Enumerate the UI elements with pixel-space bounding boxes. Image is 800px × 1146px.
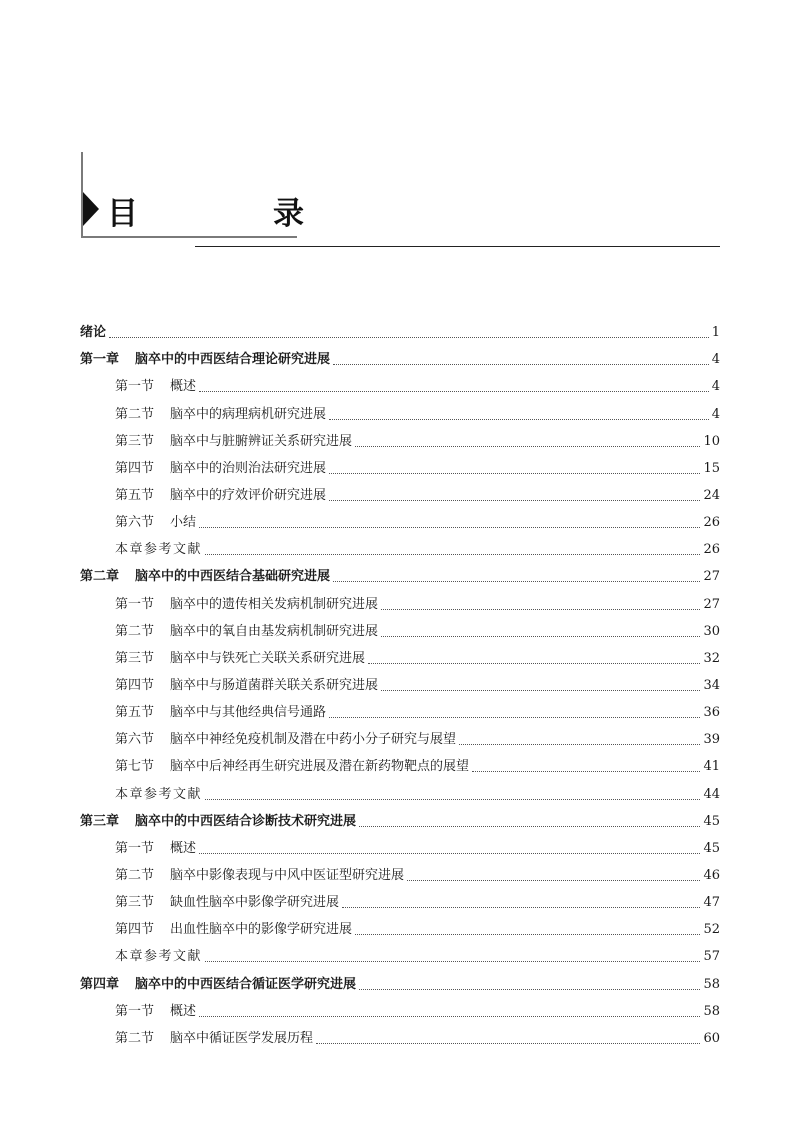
toc-entry-label: 脑卒中的疗效评价研究进展 [170, 487, 327, 503]
toc-entry-number: 第三节 [115, 433, 155, 449]
dot-leader [205, 798, 700, 800]
toc-entry-page-number: 10 [703, 433, 720, 449]
dot-leader [205, 553, 700, 555]
dot-leader [381, 689, 700, 691]
toc-entry-page-number: 34 [703, 677, 720, 693]
toc-entry-number: 第七节 [115, 759, 155, 775]
toc-entry-section[interactable] [80, 613, 720, 640]
dot-leader [333, 580, 700, 582]
dot-leader [472, 770, 700, 772]
toc-entry-number: 第六节 [115, 515, 155, 531]
toc-entry-label: 缺血性脑卒中影像学研究进展 [170, 895, 340, 911]
toc-entry-page-number: 45 [703, 813, 720, 829]
toc-entry-section[interactable] [80, 884, 720, 911]
toc-entry-number: 第一章 [80, 352, 120, 368]
toc-entry-label: 脑卒中与脏腑辨证关系研究进展 [170, 433, 353, 449]
toc-entry-page-number: 1 [711, 325, 720, 341]
toc-entry-page-number: 39 [703, 732, 720, 748]
toc-entry-number: 第五节 [115, 487, 155, 503]
dot-leader [459, 743, 700, 745]
toc-entry-number: 第一节 [115, 379, 155, 395]
toc-entry-label: 脑卒中神经免疫机制及潜在中药小分子研究与展望 [170, 732, 457, 748]
dot-leader [381, 635, 700, 637]
toc-entry-section[interactable] [80, 640, 720, 667]
toc-entry-refs[interactable] [80, 531, 720, 558]
toc-entry-chapter[interactable] [80, 314, 720, 341]
dot-leader [355, 933, 700, 935]
toc-entry-number: 第二节 [115, 623, 155, 639]
toc-entry-page-number: 36 [703, 705, 720, 721]
toc-entry-number: 第四节 [115, 460, 155, 476]
dot-leader [355, 445, 700, 447]
toc-entry-page-number: 45 [703, 840, 720, 856]
toc-entry-refs[interactable] [80, 938, 720, 965]
toc-entry-section[interactable] [80, 368, 720, 395]
toc-entry-label: 脑卒中循证医学发展历程 [170, 1030, 314, 1046]
toc-entry-page-number: 4 [711, 379, 720, 395]
toc-entry-refs[interactable] [80, 775, 720, 802]
toc-entry-page-number: 24 [703, 487, 720, 503]
dot-leader [333, 363, 709, 365]
dot-leader [329, 499, 700, 501]
toc-entry-section[interactable] [80, 993, 720, 1020]
header-long-rule [195, 246, 720, 247]
toc-entry-section[interactable] [80, 911, 720, 938]
dot-leader [109, 336, 709, 338]
toc-entry-section[interactable] [80, 477, 720, 504]
toc-entry-number: 第一节 [115, 840, 155, 856]
dot-leader [381, 608, 700, 610]
toc-entry-number: 第二章 [80, 569, 120, 585]
toc-entry-section[interactable] [80, 748, 720, 775]
toc-entry-page-number: 60 [703, 1030, 720, 1046]
toc-entry-label: 脑卒中的治则治法研究进展 [170, 460, 327, 476]
toc-entry-section[interactable] [80, 694, 720, 721]
page-title: 目 录 [107, 196, 356, 232]
toc-entry-number: 第二节 [115, 1030, 155, 1046]
dot-leader [199, 526, 700, 528]
toc-entry-section[interactable] [80, 721, 720, 748]
toc-entry-number: 第四节 [115, 922, 155, 938]
toc-entry-number: 第二节 [115, 406, 155, 422]
toc-entry-page-number: 52 [703, 922, 720, 938]
toc-entry-label: 脑卒中的遗传相关发病机制研究进展 [170, 596, 379, 612]
toc-entry-chapter[interactable] [80, 965, 720, 992]
toc-entry-section[interactable] [80, 585, 720, 612]
toc-entry-number: 第五节 [115, 705, 155, 721]
toc-entry-page-number: 27 [703, 596, 720, 612]
dot-leader [329, 716, 700, 718]
toc-entry-section[interactable] [80, 450, 720, 477]
toc-entry-label: 概述 [170, 379, 197, 395]
toc-entry-label: 概述 [170, 840, 197, 856]
toc-entry-label: 脑卒中的中西医结合循证医学研究进展 [135, 976, 357, 992]
toc-entry-page-number: 4 [711, 352, 720, 368]
toc-entry-section[interactable] [80, 423, 720, 450]
toc-entry-chapter[interactable] [80, 803, 720, 830]
toc-entry-label: 绪论 [80, 325, 107, 341]
toc-entry-chapter[interactable] [80, 558, 720, 585]
toc-entry-label: 脑卒中的中西医结合理论研究进展 [135, 352, 331, 368]
toc-entry-label: 本章参考文献 [115, 949, 203, 965]
toc-entry-number: 第一节 [115, 1003, 155, 1019]
toc-entry-section[interactable] [80, 504, 720, 531]
toc-entry-label: 出血性脑卒中的影像学研究进展 [170, 922, 353, 938]
dot-leader [205, 960, 700, 962]
dot-leader [368, 662, 700, 664]
toc-entry-chapter[interactable] [80, 341, 720, 368]
toc-entry-page-number: 26 [703, 515, 720, 531]
toc-entry-number: 第三节 [115, 895, 155, 911]
toc-entry-number: 第四章 [80, 976, 120, 992]
toc-entry-page-number: 30 [703, 623, 720, 639]
toc-entry-section[interactable] [80, 1020, 720, 1047]
toc-entry-page-number: 26 [703, 542, 720, 558]
toc-entry-page-number: 58 [703, 976, 720, 992]
toc-entry-label: 脑卒中的中西医结合诊断技术研究进展 [135, 813, 357, 829]
dot-leader [329, 472, 700, 474]
toc-entry-label: 脑卒中与肠道菌群关联关系研究进展 [170, 677, 379, 693]
toc-entry-label: 脑卒中后神经再生研究进展及潜在新药物靶点的展望 [170, 759, 470, 775]
toc-entry-page-number: 41 [703, 759, 720, 775]
toc-entry-page-number: 32 [703, 650, 720, 666]
toc-entry-label: 脑卒中的氧自由基发病机制研究进展 [170, 623, 379, 639]
toc-entry-label: 本章参考文献 [115, 542, 203, 558]
toc-entry-section[interactable] [80, 830, 720, 857]
dot-leader [199, 390, 709, 392]
toc-entry-page-number: 46 [703, 867, 720, 883]
toc-header [0, 0, 800, 260]
header-short-rule [81, 236, 297, 238]
toc-entry-section[interactable] [80, 857, 720, 884]
toc-entry-section[interactable] [80, 667, 720, 694]
toc-entry-page-number: 57 [703, 949, 720, 965]
table-of-contents [80, 314, 720, 1047]
dot-leader [359, 825, 700, 827]
toc-entry-label: 脑卒中影像表现与中风中医证型研究进展 [170, 867, 405, 883]
dot-leader [329, 418, 709, 420]
dot-leader [407, 879, 700, 881]
toc-entry-label: 脑卒中与铁死亡关联关系研究进展 [170, 650, 366, 666]
toc-entry-page-number: 58 [703, 1003, 720, 1019]
dot-leader [199, 1015, 700, 1017]
toc-entry-label: 脑卒中的病理病机研究进展 [170, 406, 327, 422]
toc-entry-label: 脑卒中与其他经典信号通路 [170, 705, 327, 721]
toc-entry-page-number: 4 [711, 406, 720, 422]
dot-leader [316, 1042, 700, 1044]
toc-entry-page-number: 47 [703, 895, 720, 911]
dot-leader [359, 988, 700, 990]
toc-entry-number: 第六节 [115, 732, 155, 748]
toc-entry-number: 第二节 [115, 867, 155, 883]
toc-entry-page-number: 44 [703, 786, 720, 802]
toc-entry-section[interactable] [80, 395, 720, 422]
toc-entry-page-number: 15 [703, 460, 720, 476]
triangle-marker-icon [83, 192, 99, 226]
toc-entry-number: 第三章 [80, 813, 120, 829]
dot-leader [342, 906, 700, 908]
toc-entry-number: 第四节 [115, 677, 155, 693]
toc-entry-number: 第一节 [115, 596, 155, 612]
dot-leader [199, 852, 700, 854]
toc-entry-label: 脑卒中的中西医结合基础研究进展 [135, 569, 331, 585]
toc-entry-label: 本章参考文献 [115, 786, 203, 802]
toc-entry-label: 小结 [170, 515, 197, 531]
toc-entry-label: 概述 [170, 1003, 197, 1019]
toc-entry-page-number: 27 [703, 569, 720, 585]
toc-entry-number: 第三节 [115, 650, 155, 666]
